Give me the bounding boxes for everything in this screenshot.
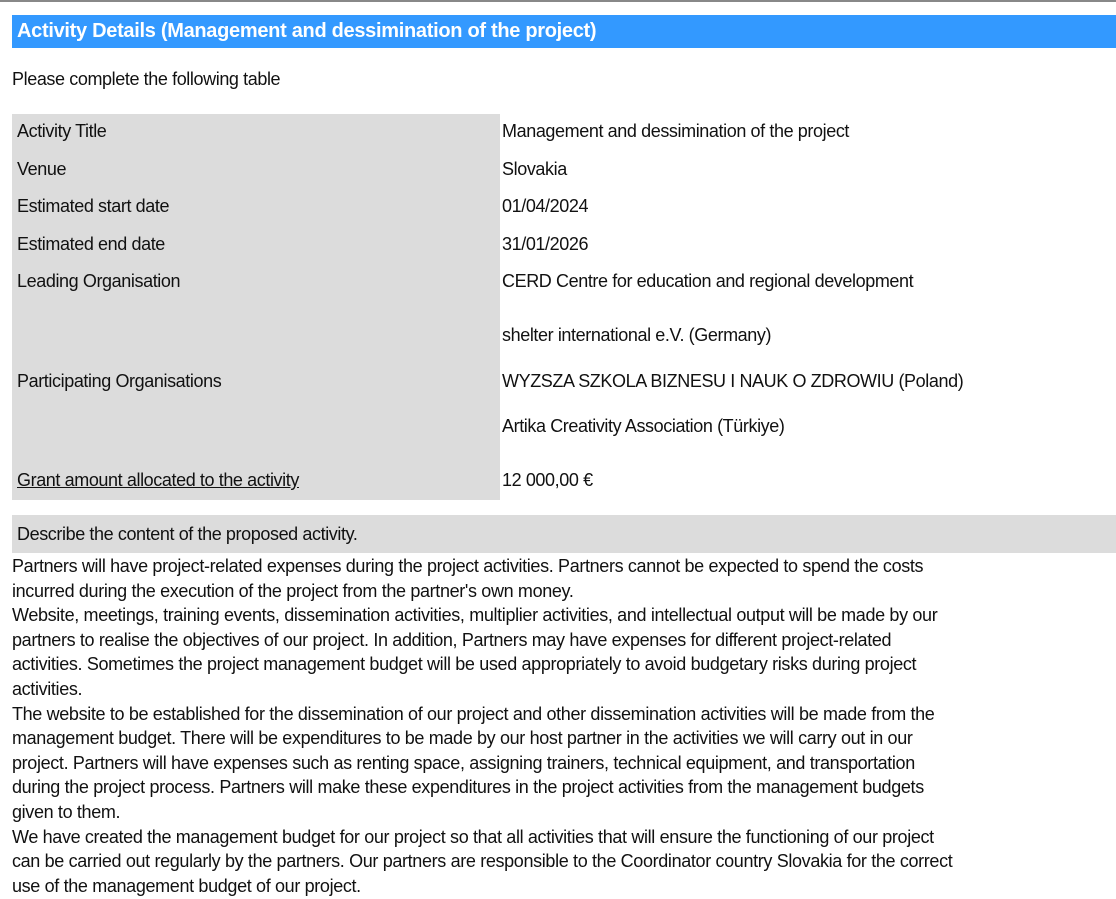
end-date-value: 31/01/2026 — [502, 234, 589, 254]
end-date-label: Estimated end date — [17, 234, 165, 254]
description-line: We have created the management budget for our project so that all activities that will ensure the functioning of our project — [12, 826, 934, 847]
description-line: management budget. There will be expenditures to be made by our host partner in the activities we will carry out in our — [12, 728, 913, 749]
top-divider — [0, 0, 1116, 2]
description-line: activities. Sometimes the project management budget will be used appropriately to avoid budgetary risks during project — [12, 654, 917, 675]
start-date-value: 01/04/2024 — [502, 196, 589, 216]
description-line: use of the management budget of our project. — [12, 875, 361, 896]
leading-org-label: Leading Organisation — [17, 271, 181, 291]
description-line: Website, meetings, training events, dissemination activities, multiplier activities, and intellectual output will be made by our — [12, 605, 938, 626]
activity-title-label: Activity Title — [17, 121, 107, 141]
label-column-background — [12, 114, 500, 500]
section-header: Activity Details (Management and dessimination of the project) — [12, 15, 1116, 48]
description-line: Partners will have project-related expenses during the project activities. Partners cannot be expected to spend the costs — [12, 556, 924, 576]
description-line: can be carried out regularly by the partners. Our partners are responsible to the Coordinator country Slovakia for the correct — [12, 851, 953, 872]
describe-heading: Describe the content of the proposed activity. — [12, 515, 1116, 553]
description-text — [12, 554, 952, 898]
participating-org-3: Artika Creativity Association (Türkiye) — [502, 416, 785, 436]
intro-text: Please complete the following table — [12, 69, 281, 89]
description-line: The website to be established for the dissemination of our project and other dissemination activities will be made from the — [12, 703, 935, 724]
activity-title-value: Management and dessimination of the project — [502, 121, 850, 141]
grant-value: 12 000,00 € — [502, 470, 593, 490]
participating-orgs-label: Participating Organisations — [17, 371, 222, 391]
venue-label: Venue — [17, 159, 67, 179]
venue-value: Slovakia — [502, 159, 567, 179]
participating-org-1: shelter international e.V. (Germany) — [502, 325, 772, 345]
description-line: incurred during the execution of the project from the partner's own money. — [12, 580, 574, 601]
description-line: during the project process. Partners will make these expenditures in the project activities from the management budgets — [12, 777, 924, 798]
description-line: project. Partners will have expenses such as renting space, assigning trainers, technical equipment, and transportation — [12, 752, 915, 773]
participating-org-2: WYZSZA SZKOLA BIZNESU I NAUK O ZDROWIU (Poland) — [502, 371, 964, 391]
description-line: partners to realise the objectives of our project. In addition, Partners may have expenses for different project-related — [12, 629, 892, 650]
grant-label: Grant amount allocated to the activity — [17, 470, 299, 490]
description-line: given to them. — [12, 801, 121, 822]
leading-org-value: CERD Centre for education and regional development — [502, 271, 914, 291]
start-date-label: Estimated start date — [17, 196, 170, 216]
description-line: activities. — [12, 678, 83, 699]
